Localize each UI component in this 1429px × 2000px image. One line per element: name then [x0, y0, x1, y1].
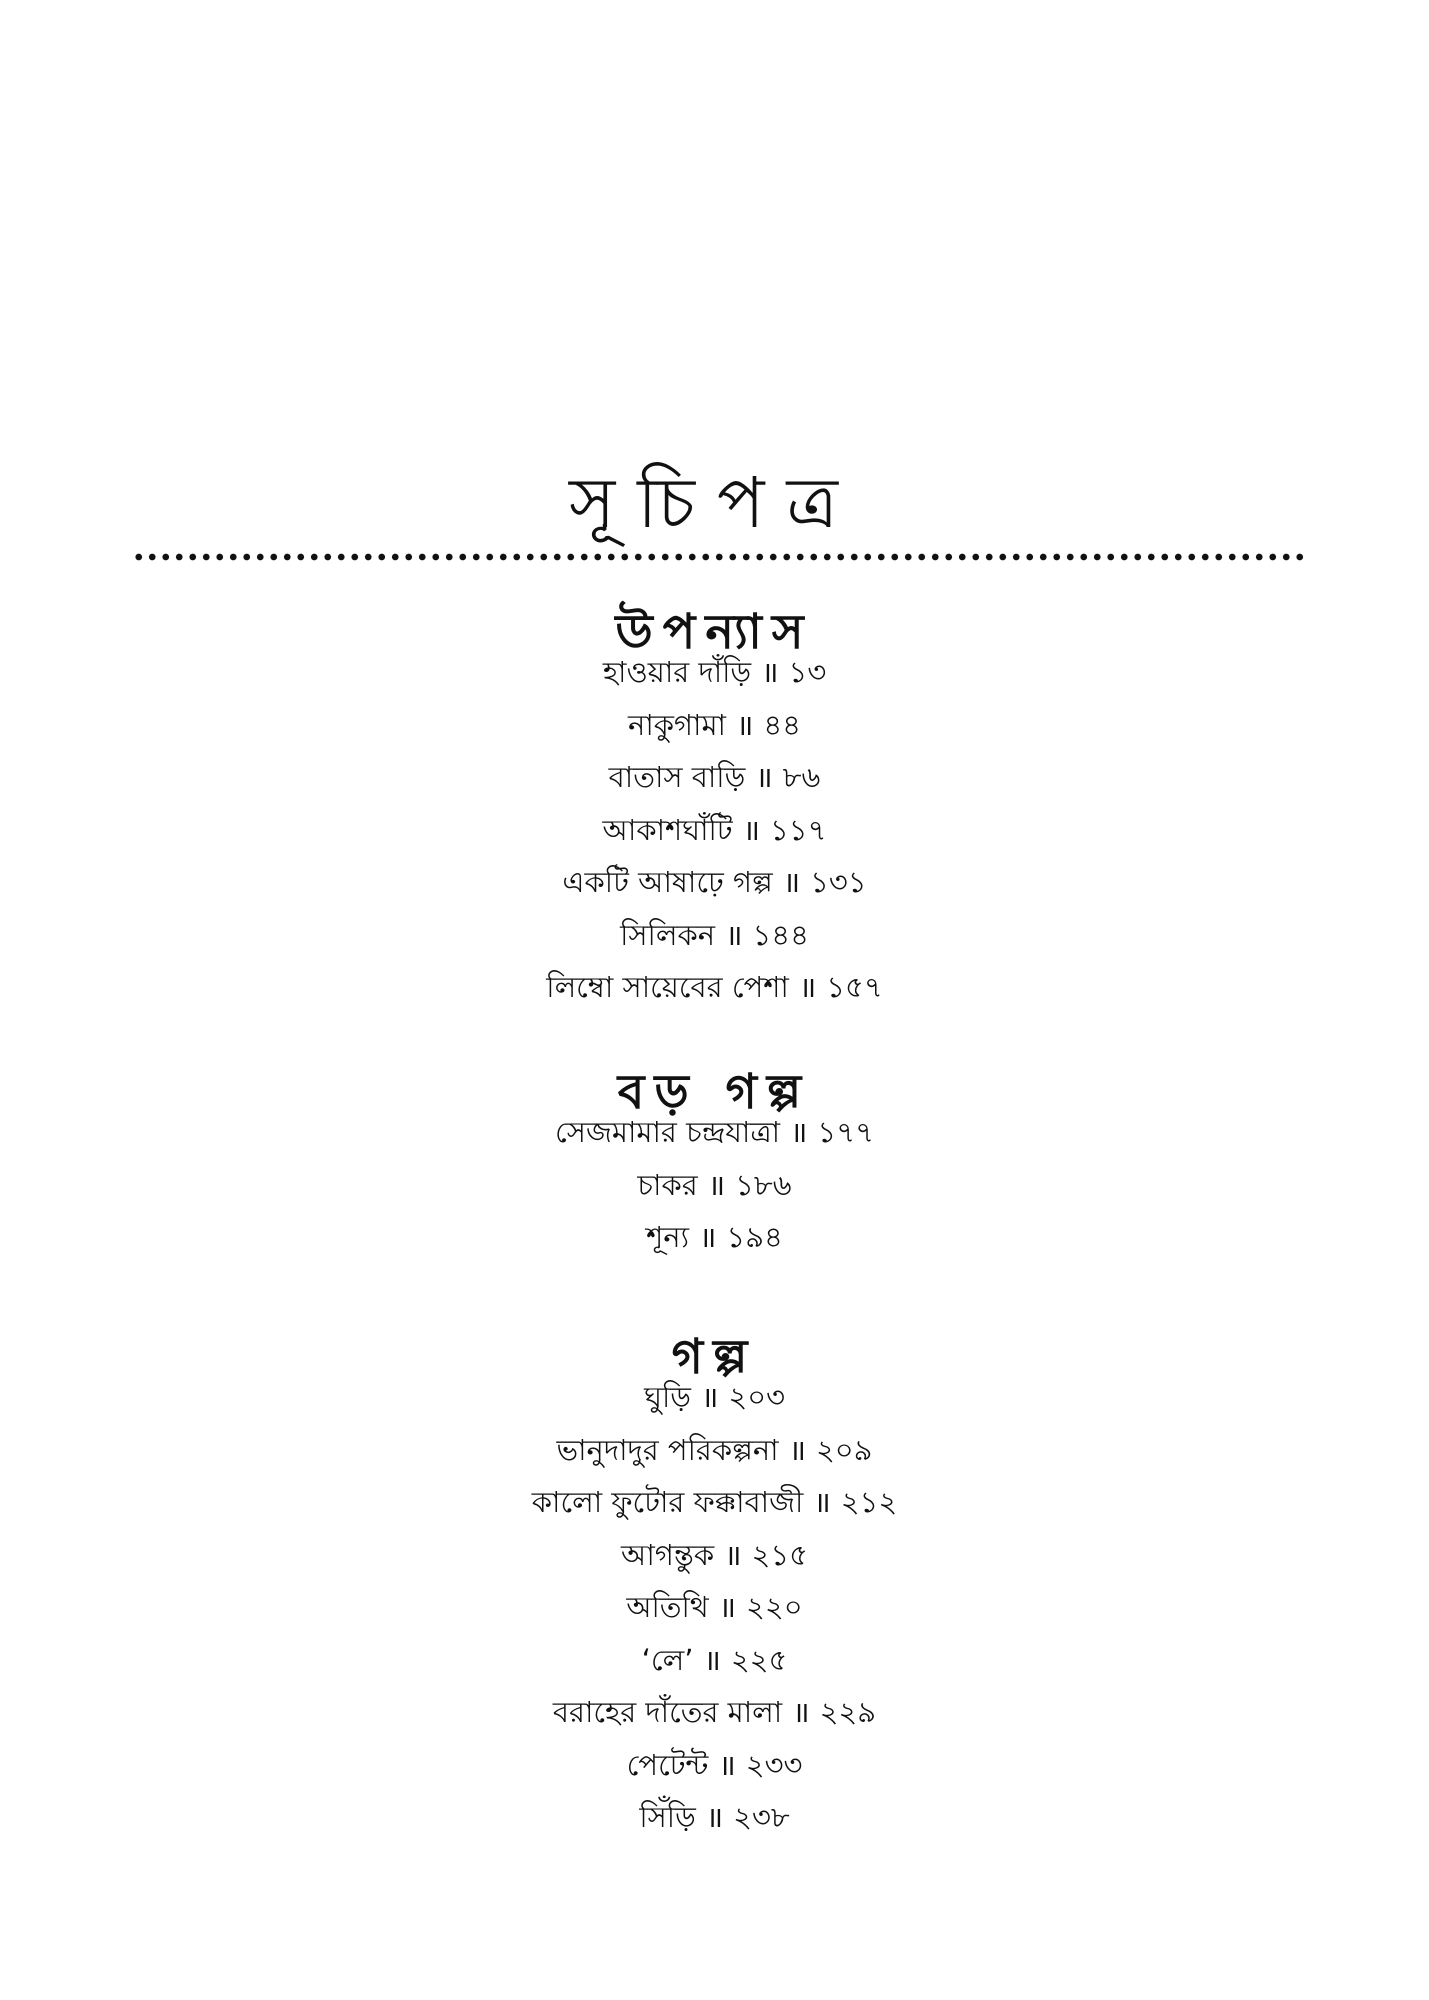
entry-title: পেটেন্ট	[626, 1747, 709, 1782]
entry-separator: ॥	[813, 1485, 831, 1519]
entry-separator: ॥	[705, 1800, 724, 1834]
entry-title: কালো ফুটোর ফক্কাবাজী	[531, 1485, 804, 1519]
entry-page-number: ৪৪	[763, 707, 801, 742]
entry-page-number: ২১২	[840, 1485, 898, 1519]
entry-title: আগন্তুক	[621, 1537, 715, 1572]
section-heading: বড় গল্প	[617, 1064, 812, 1120]
entry-title: অতিথি	[626, 1590, 709, 1624]
entry-page-number: ১৩১	[810, 865, 867, 899]
entry-page-number: ৮৬	[782, 760, 821, 794]
toc-entry	[0, 915, 1429, 955]
toc-entry	[0, 1430, 1429, 1470]
entry-title: লিম্বো সায়েবের পেশা	[546, 970, 789, 1004]
entry-page-number: ২১৫	[751, 1537, 808, 1572]
toc-entry	[0, 862, 1429, 902]
entry-title: আকাশঘাঁটি	[602, 812, 733, 847]
entry-separator: ॥	[742, 812, 760, 847]
toc-entry	[0, 1112, 1429, 1152]
entry-page-number: ১৩	[788, 655, 827, 689]
entry-page-number: ১৮৬	[735, 1167, 792, 1202]
entry-separator: ॥	[718, 1590, 737, 1624]
entry-separator: ॥	[798, 970, 817, 1004]
toc-entry	[0, 1640, 1429, 1680]
entry-title: ভানুদাদুর পরিকল্পনা	[556, 1432, 779, 1467]
page-title: সূচিপত্র	[569, 462, 860, 544]
toc-entry	[0, 1482, 1429, 1522]
entry-separator: ॥	[782, 865, 801, 899]
entry-page-number: ২২৫	[730, 1642, 788, 1677]
entry-separator: ॥	[707, 1167, 726, 1202]
toc-entry	[0, 1165, 1429, 1205]
entry-title: ‘লে’	[641, 1642, 694, 1677]
entry-separator: ॥	[699, 1220, 717, 1254]
entry-separator: ॥	[755, 760, 773, 794]
section-heading: উপন্যাস	[615, 604, 814, 660]
entry-separator: ॥	[724, 1537, 742, 1572]
entry-title: সিঁড়ি	[639, 1800, 696, 1834]
dotted-separator	[132, 552, 1307, 562]
entry-page-number: ১৭৭	[817, 1115, 874, 1149]
toc-entry	[0, 1377, 1429, 1417]
toc-entry	[0, 705, 1429, 745]
entry-title: একটি আষাঢ়ে গল্প	[562, 865, 773, 899]
entry-separator: ॥	[703, 1642, 721, 1677]
entry-title: চাকর	[637, 1167, 698, 1202]
toc-entry	[0, 810, 1429, 850]
entry-title: হাওয়ার দাঁড়ি	[602, 655, 752, 689]
entry-page-number: ১৫৭	[826, 970, 883, 1004]
entry-separator: ॥	[788, 1432, 806, 1467]
toc-entry	[0, 1587, 1429, 1627]
toc-entry	[0, 967, 1429, 1007]
entry-separator: ॥	[700, 1380, 719, 1414]
entry-title: বাতাস বাড়ি	[608, 760, 746, 794]
entry-title: সেজমামার চন্দ্রযাত্রা	[555, 1115, 781, 1149]
entry-page-number: ২২৯	[819, 1695, 877, 1729]
entry-title: সিলিকন	[620, 917, 716, 952]
entry-title: ঘুড়ি	[644, 1380, 691, 1414]
toc-entry	[0, 652, 1429, 692]
toc-entry	[0, 1217, 1429, 1257]
entry-separator: ॥	[790, 1115, 808, 1149]
toc-entry	[0, 757, 1429, 797]
entry-page-number: ২৩৮	[733, 1800, 790, 1834]
entry-page-number: ২২০	[746, 1590, 803, 1624]
entry-title: নাকুগামা	[628, 707, 726, 742]
entry-page-number: ১৯৪	[726, 1220, 783, 1254]
entry-separator: ॥	[761, 655, 779, 689]
toc-entry	[0, 1797, 1429, 1837]
section-heading: গল্প	[671, 1329, 758, 1385]
entry-page-number: ১১৭	[769, 812, 827, 847]
entry-separator: ॥	[792, 1695, 810, 1729]
entry-separator: ॥	[735, 707, 754, 742]
entry-title: বরাহের দাঁতের মালা	[552, 1695, 783, 1729]
entry-separator: ॥	[718, 1747, 736, 1782]
entry-page-number: ১৪৪	[752, 917, 809, 952]
entry-page-number: ২৩৩	[745, 1747, 803, 1782]
toc-entry	[0, 1692, 1429, 1732]
entry-title: শূন্য	[646, 1220, 690, 1254]
entry-separator: ॥	[725, 917, 743, 952]
entry-page-number: ২০৩	[728, 1380, 785, 1414]
toc-entry	[0, 1745, 1429, 1785]
toc-entry	[0, 1535, 1429, 1575]
entry-page-number: ২০৯	[815, 1432, 873, 1467]
